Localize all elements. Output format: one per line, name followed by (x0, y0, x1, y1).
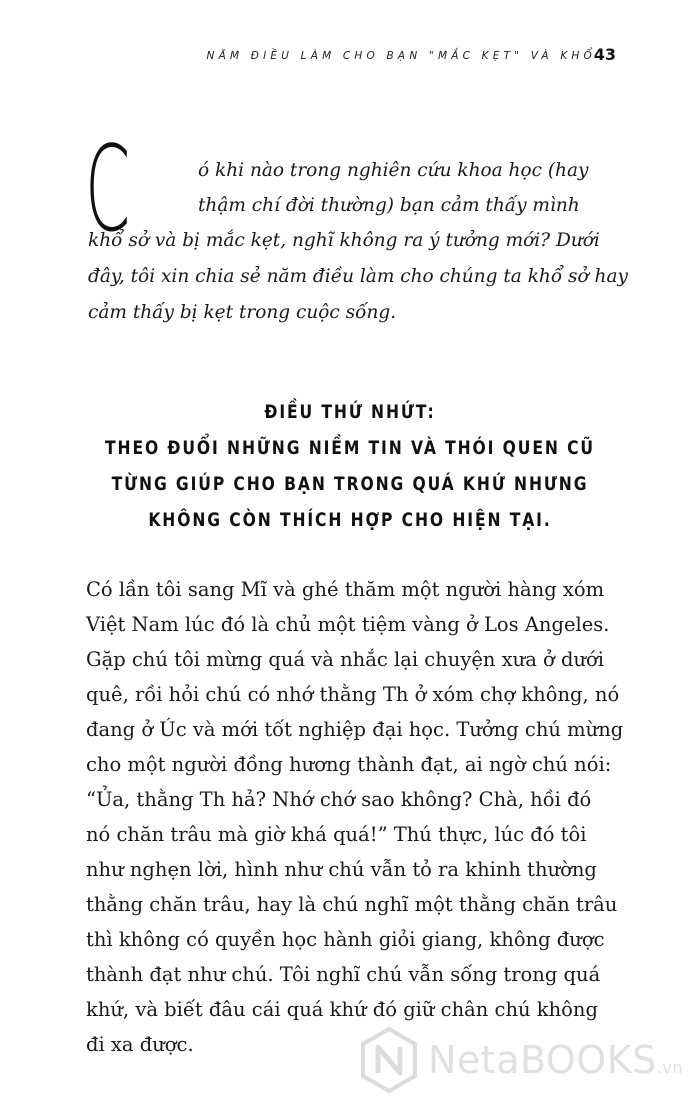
page-number: 43 (593, 45, 616, 64)
body-line: đi xa được. (86, 1033, 194, 1056)
body-line: khứ, và biết đâu cái quá khứ đó giữ chân chú không (86, 998, 598, 1021)
section-heading-line: ĐIỀU THỨ NHỨT: (264, 401, 436, 423)
watermark (360, 1025, 690, 1095)
body-line: thằng chăn trâu, hay là chú nghĩ một thằng chăn trâu (86, 893, 618, 916)
body-line: thành đạt như chú. Tôi nghĩ chú vẫn sống trong quá (86, 963, 601, 986)
intro-line: cảm thấy bị kẹt trong cuộc sống. (88, 302, 397, 323)
section-heading-line: KHÔNG CÒN THÍCH HỢP CHO HIỆN TẠI. (148, 509, 552, 531)
intro-line: thậm chí đời thường) bạn cảm thấy mình (198, 195, 580, 216)
intro-line: đây, tôi xin chia sẻ năm điều làm cho chúng ta khổ sở hay (88, 266, 628, 287)
body-line: thì không có quyền học hành giỏi giang, không được (86, 928, 605, 951)
running-header: NĂM ĐIỀU LÀM CHO BẠN "MẮC KẸT" VÀ KHỔ (206, 50, 596, 62)
body-line: cho một người đồng hương thành đạt, ai ngờ chú nói: (86, 753, 612, 776)
netabooks-logo-icon (360, 1027, 418, 1093)
section-heading-line: TỪNG GIÚP CHO BẠN TRONG QUÁ KHỨ NHƯNG (111, 473, 589, 495)
section-heading-line: THEO ĐUỔI NHỮNG NIỀM TIN VÀ THÓI QUEN CŨ (105, 437, 595, 459)
body-line: nó chăn trâu mà giờ khá quá!” Thú thực, lúc đó tôi (86, 823, 587, 846)
body-line: quê, rồi hỏi chú có nhớ thằng Th ở xóm chợ không, nó (86, 683, 620, 706)
drop-cap: C (85, 120, 131, 258)
body-line: Gặp chú tôi mừng quá và nhắc lại chuyện xưa ở dưới (86, 648, 604, 671)
watermark-text: NetaBOOKS.vn (428, 1038, 683, 1082)
body-line: đang ở Úc và mới tốt nghiệp đại học. Tưởng chú mừng (86, 718, 624, 741)
body-line: Có lần tôi sang Mĩ và ghé thăm một người hàng xóm (86, 578, 605, 601)
intro-line: ó khi nào trong nghiên cứu khoa học (hay (198, 160, 589, 181)
body-line: như nghẹn lời, hình như chú vẫn tỏ ra khinh thường (86, 858, 597, 881)
body-line: “Ủa, thằng Th hả? Nhớ chớ sao không? Chà, hồi đó (86, 788, 592, 811)
body-line: Việt Nam lúc đó là chủ một tiệm vàng ở Los Angeles. (86, 613, 610, 636)
intro-line: khổ sở và bị mắc kẹt, nghĩ không ra ý tưởng mới? Dưới (88, 230, 600, 251)
